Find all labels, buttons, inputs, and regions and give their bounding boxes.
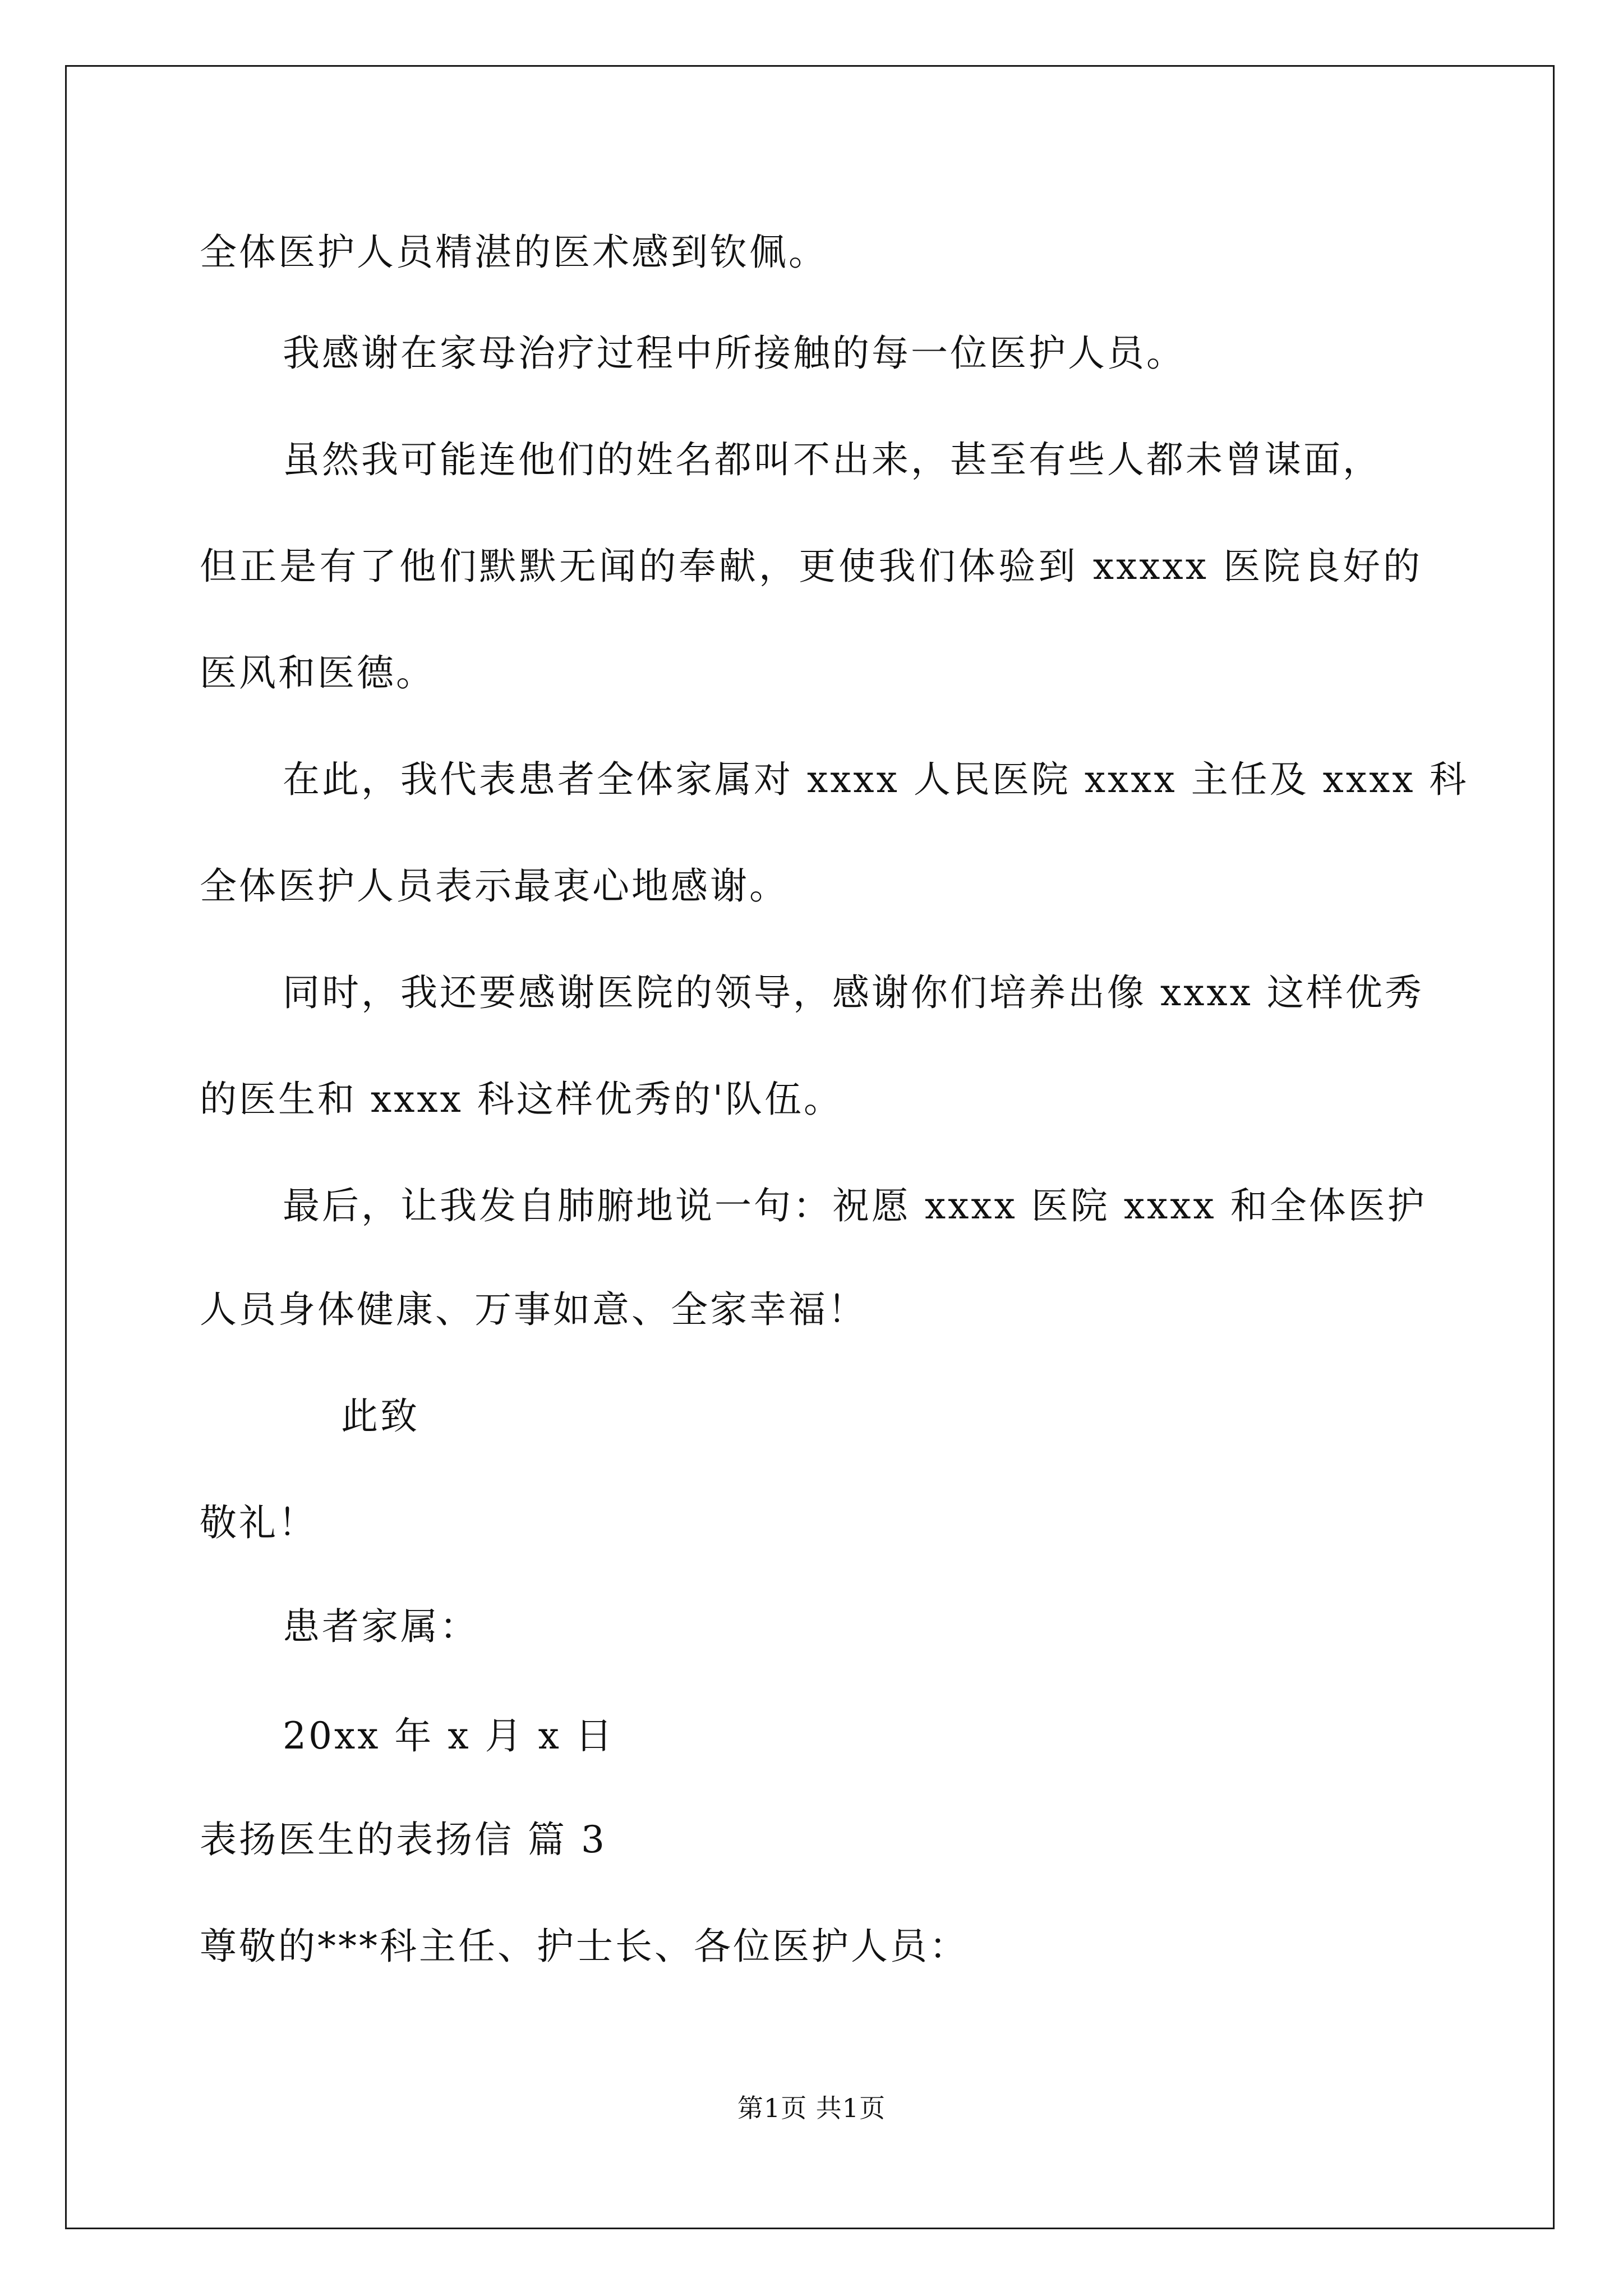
text-line-3: 虽然我可能连他们的姓名都叫不出来，甚至有些人都未曾谋面，: [283, 438, 1382, 481]
text-line-8: 同时，我还要感谢医院的领导，感谢你们培养出像 xxxx 这样优秀: [283, 971, 1424, 1014]
text-line-5: 医风和医德。: [200, 651, 435, 694]
text-line-1: 全体医护人员精湛的医术感到钦佩。: [200, 231, 828, 274]
closing-salutation: 此致: [341, 1395, 419, 1438]
date-line: 20xx 年 x 月 x 日: [283, 1714, 615, 1757]
text-line-9: 的医生和 xxxx 科这样优秀的'队伍。: [200, 1078, 843, 1121]
closing-regards: 敬礼！: [200, 1501, 317, 1544]
page-border: [65, 65, 1555, 2229]
section-heading: 表扬医生的表扬信 篇 3: [200, 1818, 607, 1861]
page-footer: 第1页 共1页: [737, 2093, 886, 2123]
text-line-11: 人员身体健康、万事如意、全家幸福！: [200, 1288, 867, 1331]
text-line-7: 全体医护人员表示最衷心地感谢。: [200, 864, 789, 908]
signature-label: 患者家属：: [283, 1605, 479, 1648]
text-line-10: 最后，让我发自肺腑地说一句：祝愿 xxxx 医院 xxxx 和全体医护: [283, 1184, 1427, 1227]
text-line-2: 我感谢在家母治疗过程中所接触的每一位医护人员。: [283, 332, 1186, 375]
greeting-line: 尊敬的***科主任、护士长、各位医护人员：: [200, 1925, 969, 1968]
text-line-6: 在此，我代表患者全体家属对 xxxx 人民医院 xxxx 主任及 xxxx 科: [283, 758, 1469, 801]
text-line-4: 但正是有了他们默默无闻的奉献，更使我们体验到 xxxxx 医院良好的: [200, 545, 1422, 588]
